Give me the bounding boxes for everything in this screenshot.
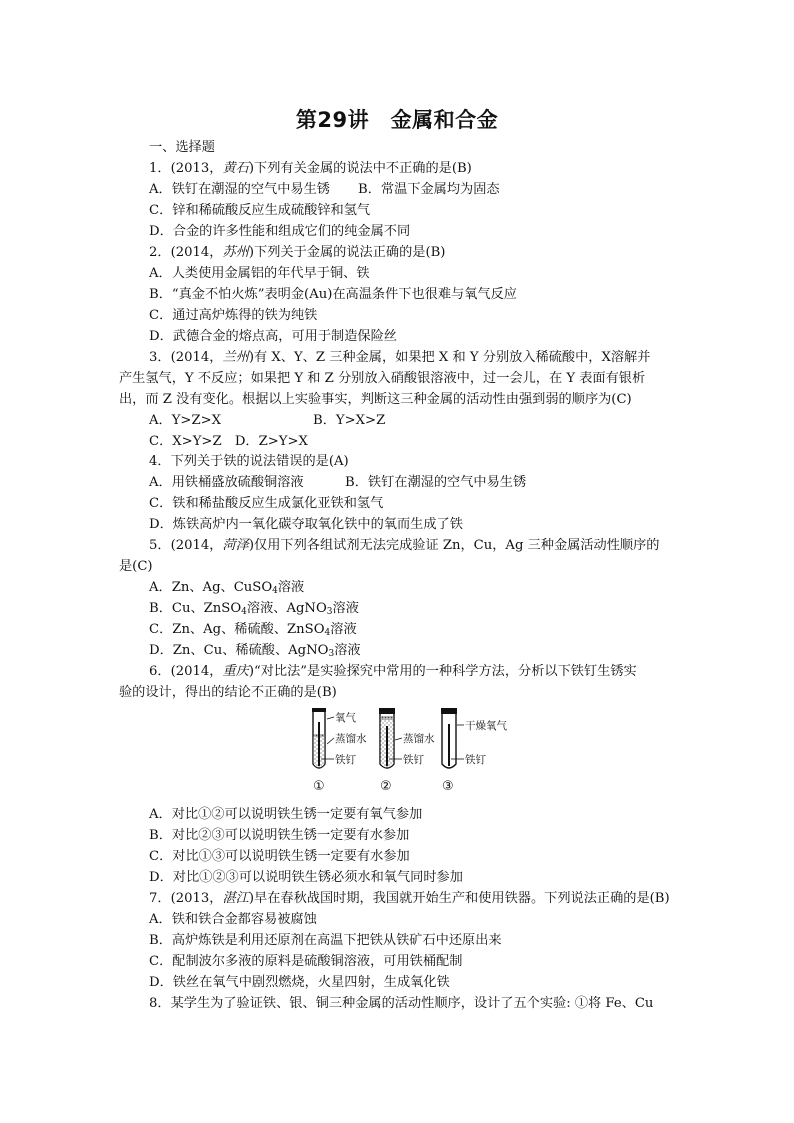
question-1-option-d: D．合金的许多性能和组成它们的纯金属不同 [149,224,411,239]
question-5-stem-line-1: 5．(2014，菏泽)仅用下列各组试剂无法完成验证 Zn，Cu，Ag 三种金属活动性顺序的 [149,538,660,553]
question-3-option-a: A．Y>Z>X [149,413,222,428]
test-tube-3 [441,708,464,768]
section-heading: 一、选择题 [149,140,215,155]
question-7-option-b: B．高炉炼铁是利用还原剂在高温下把铁从铁矿石中还原出来 [149,933,502,948]
iron-nail-2 [386,726,388,766]
question-3-option-b: B．Y>X>Z [313,413,386,428]
iron-nail-1 [318,722,320,766]
tube-3-label-dry-oxygen: 干燥氧气 [465,720,507,732]
question-7-stem: 7．(2013，湛江)早在春秋战国时期，我国就开始生产和使用铁器。下列说法正确的是(B) [149,891,670,906]
question-2-option-d: D．武德合金的熔点高，可用于制造保险丝 [149,329,397,344]
question-3-stem-line-1: 3．(2014，兰州)有 X、Y、Z 三种金属，如果把 X 和 Y 分别放入稀硫酸中，X溶解并 [149,350,651,365]
question-4-option-b: B．铁钉在潮湿的空气中易生锈 [345,475,527,490]
page-title: 第29讲 金属和合金 [295,108,499,132]
question-6-option-c: C．对比①③可以说明铁生锈一定要有水参加 [149,849,410,864]
question-3-stem-line-2: 产生氢气，Y 不反应；如果把 Y 和 Z 分别放入硝酸银溶液中，过一会儿，在 Y 表面有银析 [119,371,646,386]
question-4-option-c: C．铁和稀盐酸反应生成氯化亚铁和氢气 [149,496,384,511]
tube-3-number: ③ [442,779,454,794]
question-2-option-a: A．人类使用金属铝的年代早于铜、铁 [149,266,370,281]
question-2-option-b: B．“真金不怕火炼”表明金(Au)在高温条件下也很难与氧气反应 [149,287,517,302]
question-6-stem-line-2: 验的设计，得出的结论不正确的是(B) [119,685,337,700]
tube-1-label-water: 蒸馏水 [335,733,367,745]
question-6-option-a: A．对比①②可以说明铁生锈一定要有氧气参加 [149,807,423,822]
question-7-option-d: D．铁丝在氧气中剧烈燃烧，火星四射，生成氧化铁 [149,975,450,990]
question-1-option-c: C．锌和稀硫酸反应生成硫酸锌和氢气 [149,203,371,218]
question-6-option-b: B．对比②③可以说明铁生锈一定要有水参加 [149,828,410,843]
tube-1-label-nail: 铁钉 [335,754,356,766]
question-5-option-d: D．Zn、Cu、稀硫酸、AgNO$_3$溶液 [149,643,361,659]
question-5-option-a: A．Zn、Ag、CuSO$_4$溶液 [149,580,305,596]
question-6-stem-line-1: 6．(2014，重庆)“对比法”是实验探究中常用的一种科学方法，分析以下铁钉生锈实 [149,664,637,679]
tube-2-label-nail: 铁钉 [403,754,424,766]
test-tube-1 [312,708,334,768]
question-7-option-a: A．铁和铁合金都容易被腐蚀 [149,912,317,927]
question-2-option-c: C．通过高炉炼得的铁为纯铁 [149,308,318,323]
question-6-option-d: D．对比①②③可以说明铁生锈必须水和氧气同时参加 [149,870,463,885]
question-1-option-b: B．常温下金属均为固态 [358,182,500,197]
tube-3-label-nail: 铁钉 [465,754,486,766]
question-8-stem: 8．某学生为了验证铁、银、铜三种金属的活动性顺序，设计了五个实验: ①将 Fe、Cu [149,996,654,1011]
tube-1-number: ① [313,779,325,794]
question-4-stem: 4．下列关于铁的说法错误的是(A) [149,454,349,469]
tube-2-number: ② [380,779,392,794]
question-3-option-cd: C．X>Y>Z D．Z>Y>X [149,434,308,449]
tube-2-label-water: 蒸馏水 [403,733,435,745]
question-1-option-a: A．铁钉在潮湿的空气中易生锈 [149,182,330,197]
question-2-stem: 2．(2014，苏州)下列关于金属的说法正确的是(B) [149,245,446,260]
question-4-option-d: D．炼铁高炉内一氧化碳夺取氧化铁中的氧而生成了铁 [149,517,463,532]
question-7-option-c: C．配制波尔多液的原料是硫酸铜溶液，可用铁桶配制 [149,954,463,969]
test-tube-2 [379,708,402,768]
question-5-option-b: B．Cu、ZnSO$_4$溶液、AgNO$_3$溶液 [149,601,359,617]
question-1-stem: 1．(2013，黄石)下列有关金属的说法中不正确的是(B) [149,161,472,176]
question-3-stem-line-3: 出，而 Z 没有变化。根据以上实验事实，判断这三种金属的活动性由强到弱的顺序为(C) [119,392,632,407]
question-5-stem-line-2: 是(C) [119,559,153,574]
rust-experiment-figure [300,704,530,796]
question-5-option-c: C．Zn、Ag、稀硫酸、ZnSO$_4$溶液 [149,622,357,638]
iron-nail-3 [448,724,450,766]
question-4-option-a: A．用铁桶盛放硫酸铜溶液 [149,475,304,490]
tube-1-label-oxygen: 氧气 [335,712,356,724]
